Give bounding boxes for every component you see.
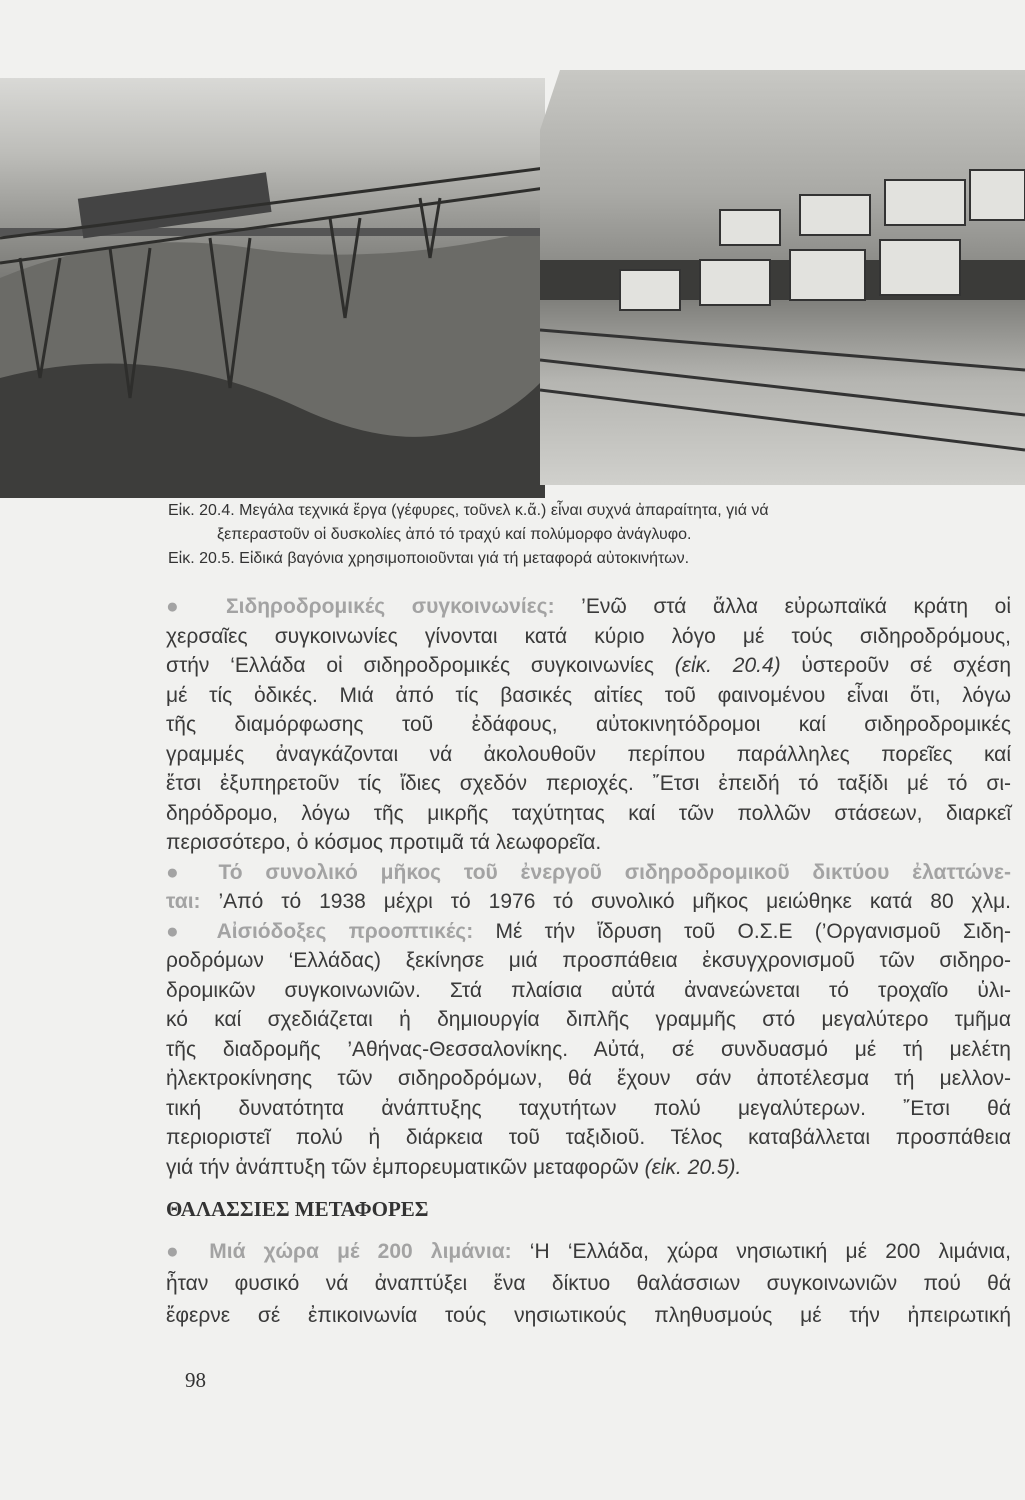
lead-in-heading: ται: xyxy=(166,890,201,913)
text-line xyxy=(166,651,1011,680)
text-line xyxy=(166,1237,1011,1266)
line-text: ’Ενῶ στά ἄλλα εὐρωπαϊκά κράτη οἱ xyxy=(554,595,1011,618)
line-text: τῆς διαμόρφωσης τοῦ ἐδάφους, αὐτοκινητόδρομοι καί σιδηροδρομικές xyxy=(166,713,1011,736)
line-text: στήν ‘Ελλάδα οἱ σιδηροδρομικές συγκοινωνίες xyxy=(166,654,654,677)
line-text: χερσαῖες συγκοινωνίες γίνονται κατά κύριο λόγο μέ τούς σιδηροδρόμους, xyxy=(166,625,1011,648)
text-line xyxy=(166,1269,1011,1298)
caption-label: Εἰκ. 20.5. xyxy=(168,550,235,567)
text-line xyxy=(166,1064,1011,1093)
text-line xyxy=(166,828,1011,857)
bridge-photo xyxy=(0,78,545,498)
text-line xyxy=(166,917,1011,946)
line-text: μέ τίς ὁδικές. Μιά ἀπό τίς βασικές αἰτίες τοῦ φαινομένου εἶναι ὅτι, λόγω xyxy=(166,684,1011,707)
text-line xyxy=(166,622,1011,651)
line-text: ροδρόμων ‘Ελλάδας) ξεκίνησε μιά προσπάθεια ἐκσυγχρονισμοῦ τῶν σιδηρο- xyxy=(166,949,1011,972)
line-text: περιοριστεῖ πολύ ἡ διάρκεια τοῦ ταξιδιοῦ. Τέλος καταβάλλεται προσπάθεια xyxy=(166,1126,1011,1149)
caption-text: Εἰδικά βαγόνια χρησιμοποιοῦνται γιά τή μεταφορά αὐτοκινήτων. xyxy=(239,550,690,567)
figure-caption-20-5 xyxy=(168,548,689,570)
figure-caption-20-4 xyxy=(168,500,769,522)
text-line xyxy=(166,799,1011,828)
text-line xyxy=(166,681,1011,710)
figure-caption-20-4-cont xyxy=(217,524,691,546)
line-text: δηρόδρομο, λόγω τῆς μικρῆς ταχύτητας καί τῶν πολλῶν στάσεων, διαρκεῖ xyxy=(166,802,1011,825)
line-text: περισσότερο, ὁ κόσμος προτιμᾶ τά λεωφορεῖα. xyxy=(166,831,602,854)
caption-label: Εἰκ. 20.4. xyxy=(168,502,235,519)
line-text: ‘Η ‘Ελλάδα, χώρα νησιωτική μέ 200 λιμάνια, xyxy=(511,1240,1011,1263)
line-text: γραμμές ἀναγκάζονται νά ἀκολουθοῦν περίπου παράλληλες πορεῖες καί xyxy=(166,743,1011,766)
line-text: δρομικῶν συγκοινωνιῶν. Στά πλαίσια αὐτά ἀνανεώνεται τό τροχαῖο ὑλι- xyxy=(166,979,1011,1002)
line-text: τῆς διαδρομῆς ’Αθήνας-Θεσσαλονίκης. Αὐτά, σέ συνδυασμό μέ τή μελέτη xyxy=(166,1038,1011,1061)
section-heading: ΘΑΛΑΣΣΙΕΣ ΜΕΤΑΦΟΡΕΣ xyxy=(166,1197,429,1221)
text-line xyxy=(166,1005,1011,1034)
text-line xyxy=(166,1123,1011,1152)
text-line xyxy=(166,592,1011,621)
text-line xyxy=(166,710,1011,739)
line-text: τική δυνατότητα ἀνάπτυξης ταχυτήτων πολύ μεγαλύτερων. ῎Ετσι θά xyxy=(166,1097,1011,1120)
figure-reference: (εἰκ. 20.5). xyxy=(638,1156,742,1179)
line-text: ἔφερνε σέ ἐπικοινωνία τούς νησιωτικούς πληθυσμούς μέ τήν ἠπειρωτική xyxy=(166,1304,1011,1327)
text-line xyxy=(166,1094,1011,1123)
line-text: ὑστεροῦν σέ σχέση xyxy=(780,654,1011,677)
text-line xyxy=(166,769,1011,798)
lead-in-heading: ● Αἰσιόδοξες προοπτικές: xyxy=(166,920,474,943)
page-number: 98 xyxy=(185,1368,206,1392)
text-line xyxy=(166,858,1011,887)
text-line xyxy=(166,887,1011,916)
text-line xyxy=(166,1153,1011,1182)
caption-text: ξεπεραστοῦν οἱ δυσκολίες ἀπό τό τραχύ καί πολύμορφο ἀνάγλυφο. xyxy=(217,526,692,543)
line-text: ἔτσι ἐξυπηρετοῦν τίς ἴδιες σχεδόν περιοχές. ῎Ετσι ἐπειδή τό ταξίδι μέ τό σι- xyxy=(166,772,1011,795)
text-line xyxy=(166,1035,1011,1064)
line-text: ’Από τό 1938 μέχρι τό 1976 τό συνολικό μῆκος μειώθηκε κατά 80 χλμ. xyxy=(200,890,1011,913)
figure-reference: (εἰκ. 20.4) xyxy=(653,654,781,677)
text-line xyxy=(166,1301,1011,1330)
lead-in-heading: ● Μιά χώρα μέ 200 λιμάνια: xyxy=(166,1240,512,1263)
line-text: ἦταν φυσικό νά ἀναπτύξει ἕνα δίκτυο θαλάσσιων συγκοινωνιῶν πού θά xyxy=(166,1272,1011,1295)
lead-in-heading: ● Σιδηροδρομικές συγκοινωνίες: xyxy=(166,595,555,618)
caption-text: Μεγάλα τεχνικά ἔργα (γέφυρες, τοῦνελ κ.ἄ.) εἶναι συχνά ἀπαραίτητα, γιά νά xyxy=(239,502,769,519)
text-line xyxy=(166,946,1011,975)
line-text: ἠλεκτροκίνησης τῶν σιδηροδρόμων, θά ἔχουν σάν ἀποτέλεσμα τή μελλον- xyxy=(166,1067,1011,1090)
line-text: Μέ τήν ἵδρυση τοῦ Ο.Σ.Ε (’Οργανισμοῦ Σιδη- xyxy=(473,920,1011,943)
lead-in-heading: ● Τό συνολικό μῆκος τοῦ ἐνεργοῦ σιδηροδρομικοῦ δικτύου ἐλαττώνε- xyxy=(166,861,1011,884)
line-text: γιά τήν ἀνάπτυξη τῶν ἐμπορευματικῶν μεταφορῶν xyxy=(166,1156,639,1179)
text-line xyxy=(166,740,1011,769)
line-text: κό καί σχεδιάζεται ἡ δημιουργία διπλῆς γραμμῆς στό μεγαλύτερο τμῆμα xyxy=(166,1008,1011,1031)
text-line xyxy=(166,976,1011,1005)
car-transport-wagons-photo xyxy=(540,70,1025,485)
